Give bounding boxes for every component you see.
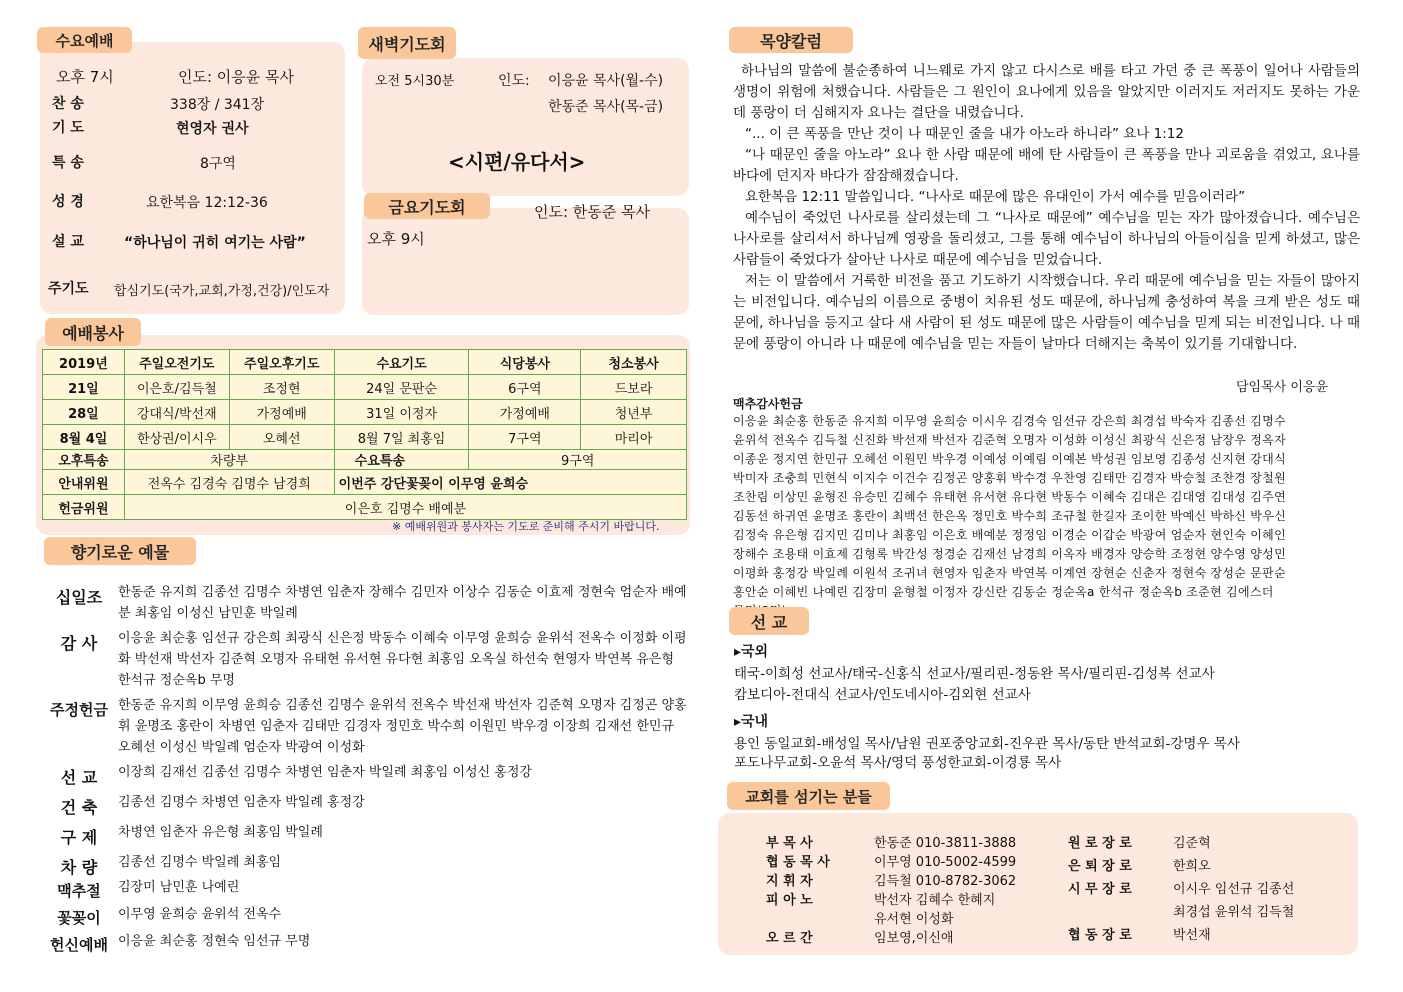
staff-role: 협 동 목 사 xyxy=(766,855,830,870)
table-row xyxy=(43,495,687,520)
table-cell: 가정예배 xyxy=(229,400,334,425)
column-paragraph: 저는 이 말씀에서 거룩한 비전을 품고 기도하기 시작했습니다. 우리 때문에 예수님을 믿는 자들이 많아지는 비전입니다. 예수님의 이름으로 중병이 치유된 성도 때문에, 하나님께 충성하여 복을 크게 받은 성도 때문에, 하나님을 등지고 살다 새 사람이 된 성도 때문에 많은 사람들이 예수님을 믿게 되는 비전입니다. 나 때문에 풍랑이 아니라 나 때문에 예수님을 믿는 자들이 날마다 더해지는 축복이 있기를 기대합니다. xyxy=(733,273,1360,352)
mission-domestic-line: 포도나무교회-오윤석 목사/영덕 풍성한교회-이경룡 목사 xyxy=(734,755,1062,771)
harvest-line: 장해수 조용태 이효제 김형록 박간성 정경순 김재선 남경희 이옥자 배경자 양승학 조정현 양수영 양성민 xyxy=(733,547,1286,561)
staff-name: 한동준 010-3811-3888 xyxy=(874,836,1017,851)
dawn-title: 새벽기도회 xyxy=(358,27,456,59)
table-cell: 이은호/김득철 xyxy=(124,375,229,400)
friday-leader: 인도: 한동준 목사 xyxy=(534,203,651,221)
table-cell: 31일 이정자 xyxy=(334,400,469,425)
friday-panel xyxy=(362,208,689,315)
mission-domestic-label: ▸국내 xyxy=(734,714,769,730)
staff-name: 임보영,이신애 xyxy=(874,931,954,946)
offering-text-harvest: 김장미 남민훈 나예린 xyxy=(118,880,240,895)
wednesday-value-lords-prayer: 합심기도(국가,교회,가정,건강)/인도자 xyxy=(114,284,330,299)
staff-name: 박선재 xyxy=(1173,928,1211,943)
wednesday-value-scripture: 요한복음 12:12-36 xyxy=(146,195,268,211)
table-row xyxy=(43,425,687,450)
offering-label-dedication: 헌신예배 xyxy=(50,936,108,954)
wednesday-leader: 인도: 이응윤 목사 xyxy=(178,68,295,86)
special-wed-value: 9구역 xyxy=(469,450,687,470)
offering-text-weekly: 한동준 유지희 이무영 윤희승 김종선 김명수 윤위석 전옥수 박선재 박선자 김준혁 오명자 김정곤 양홍휘 윤명조 홍란이 차병연 임춘자 김태만 김경자 정민호 박수희 이원민 박우경 이장희 김재선 한민규 오혜선 이성신 박일례 엄순자 박광여 이성화 xyxy=(118,698,687,755)
wednesday-value-hymn: 338장 / 341장 xyxy=(170,97,265,113)
service-header: 식당봉사 xyxy=(469,350,581,375)
harvest-line: 박미자 조충희 민현식 이지수 이건수 김정곤 양홍휘 박수경 우찬영 김태만 김경자 박승철 조찬경 장철원 xyxy=(733,471,1286,485)
staff-right xyxy=(1068,832,1353,947)
staff-name: 유서현 이성화 xyxy=(874,912,954,927)
mission-abroad-line: 캄보디아-전대식 선교사/인도네시아-김외현 선교사 xyxy=(734,687,1031,703)
table-row xyxy=(43,450,687,470)
offering-label-tithe: 십일조 xyxy=(55,588,103,607)
mission-abroad-label: ▸국외 xyxy=(734,644,769,660)
column-paragraph: 요한복음 12:11 말씀입니다. “나사로 때문에 많은 유대인이 가서 예수를 믿음이러라” xyxy=(745,189,1246,205)
offering-label-thanks: 감 사 xyxy=(60,634,98,653)
staff-role xyxy=(766,908,874,927)
staff-name: 최경섭 윤위석 김득철 xyxy=(1173,905,1295,920)
table-cell: 한상권/이시우 xyxy=(124,425,229,450)
harvest-line: 이응윤 최순홍 한동준 유지희 이무영 윤희승 이시우 김경숙 임선규 강은희 최경섭 박숙자 김종선 김명수 xyxy=(733,414,1286,428)
column-paragraph: “나 때문인 줄을 아노라” 요나 한 사람 때문에 배에 탄 사람들이 큰 폭풍을 만나 괴로움을 겪었고, 요나를 바다에 던지자 바다가 잠잠해졌습니다. xyxy=(733,147,1360,184)
staff-row xyxy=(766,927,1066,946)
offering-label-mission: 선 교 xyxy=(60,768,98,787)
wednesday-value-sermon: “하나님이 귀히 여기는 사람” xyxy=(124,235,306,251)
column-body xyxy=(733,61,1360,355)
staff-name: 이무영 010-5002-4599 xyxy=(874,855,1017,870)
service-title: 예배봉사 xyxy=(45,318,141,346)
table-cell: 마리아 xyxy=(581,425,687,450)
offering-text-dedication: 이응윤 최순홍 정현숙 임선규 무명 xyxy=(118,934,311,949)
offerings-title: 향기로운 예물 xyxy=(44,537,196,565)
service-note: ※ 예배위원과 봉사자는 기도로 준비해 주시기 바랍니다. xyxy=(392,520,660,533)
wednesday-label-hymn: 찬 송 xyxy=(52,96,84,112)
service-header: 주일오전기도 xyxy=(124,350,229,375)
table-row xyxy=(43,400,687,425)
harvest-line: 김동선 하귀연 윤명조 홍란이 최백선 한은옥 정민호 박수희 조규철 한길자 조이한 박예신 박하신 박우신 xyxy=(733,509,1286,523)
staff-row xyxy=(766,832,1066,851)
staff-row xyxy=(766,870,1066,889)
staff-role xyxy=(1068,901,1173,924)
offering-text-vehicle: 김종선 김명수 박일례 최홍임 xyxy=(118,855,282,870)
mission-domestic-line: 용인 동일교회-배성일 목사/남원 권포중앙교회-진우관 목사/동탄 반석교회-강명우 목사 xyxy=(734,736,1240,752)
staff-row xyxy=(766,908,1066,927)
harvest-line: 이종운 정지연 한민규 오혜선 이원민 박우경 이예성 이예림 이예본 박성권 임보영 김종성 신지현 강대식 xyxy=(733,452,1286,466)
flower-value: 이무영 윤희승 xyxy=(448,476,529,492)
staff-name: 김득철 010-8782-3062 xyxy=(874,874,1017,889)
staff-role: 은 퇴 장 로 xyxy=(1068,859,1132,874)
offering-label-harvest: 맥추절 xyxy=(57,882,101,900)
staff-row xyxy=(1068,878,1353,901)
table-cell: 강대식/박선재 xyxy=(124,400,229,425)
offering-text-tithe: 한동준 유지희 김종선 김명수 차병연 임춘자 장해수 김민자 이상수 김동순 이효제 정현숙 엄순자 배예분 최홍임 이성신 남민훈 박일례 xyxy=(118,585,687,621)
offering-label-building: 건 축 xyxy=(60,798,98,817)
offering-text-flowers: 이무영 윤희승 윤위석 전옥수 xyxy=(118,907,282,922)
offering-label-flowers: 꽃꽂이 xyxy=(57,909,101,927)
staff-role: 원 로 장 로 xyxy=(1068,836,1132,851)
dawn-time: 오전 5시30분 xyxy=(375,74,455,89)
usher-label: 안내위원 xyxy=(43,470,125,495)
wednesday-label-prayer: 기 도 xyxy=(52,120,84,136)
wednesday-label-special: 특 송 xyxy=(52,155,84,171)
usher-value: 전옥수 김경숙 김명수 남경희 xyxy=(124,470,334,495)
table-cell: 21일 xyxy=(43,375,125,400)
staff-row xyxy=(1068,901,1353,924)
harvest-line: 홍안순 이혜빈 나예린 김장미 윤형철 이정자 강신란 김동순 정순옥a 한석규 정순옥b 조준현 김에스더 xyxy=(733,585,1274,599)
harvest-line: 김정숙 유은형 김지민 김미나 최홍임 이은호 배예분 정정임 이경순 이갑순 박광여 엄순자 현인숙 이혜인 xyxy=(733,528,1286,542)
wednesday-label-sermon: 설 교 xyxy=(52,234,84,250)
harvest-title: 맥추감사헌금 xyxy=(733,397,803,411)
dawn-book: <시편/유다서> xyxy=(448,150,586,174)
dawn-leader-label: 인도: xyxy=(498,73,530,89)
wednesday-time: 오후 7시 xyxy=(56,68,114,86)
offering-label-vehicle: 차 량 xyxy=(60,858,98,877)
staff-row xyxy=(766,889,1066,908)
friday-title: 금요기도회 xyxy=(364,193,490,219)
wednesday-title: 수요예배 xyxy=(37,27,132,53)
wednesday-label-lords-prayer: 주기도 xyxy=(48,281,89,297)
wednesday-value-prayer: 현영자 권사 xyxy=(176,121,249,137)
service-table xyxy=(42,349,687,520)
staff-name: 이시우 임선규 김종선 xyxy=(1173,882,1295,897)
staff-title: 교회를 섬기는 분들 xyxy=(727,782,890,810)
offering-text-relief: 차병연 임춘자 유은형 최홍임 박일례 xyxy=(118,825,323,840)
table-cell: 8월 7일 최홍임 xyxy=(334,425,469,450)
service-header-row xyxy=(43,350,687,375)
offering-committee-label: 헌금위원 xyxy=(43,495,125,520)
staff-name: 김준혁 xyxy=(1173,836,1211,851)
staff-role: 부 목 사 xyxy=(766,836,813,851)
offering-label-relief: 구 제 xyxy=(60,828,98,847)
harvest-line xyxy=(733,602,1363,621)
staff-left xyxy=(766,832,1066,946)
dawn-leader-1: 이응윤 목사(월-수) xyxy=(548,73,664,89)
table-cell: 24일 문판순 xyxy=(334,375,469,400)
wednesday-label-scripture: 성 경 xyxy=(52,194,84,210)
column-paragraph: 하나님의 말씀에 불순종하여 니느웨로 가지 않고 다시스로 배를 타고 가던 중 큰 폭풍이 일어나 사람들의 생명이 위험에 처했습니다. 사람들은 그 원인이 요나에게 있음을 알았지만 이러지도 저러지도 못하는 가운데 풍랑이 더 심해지자 요나는 결단을 내렸습니다. xyxy=(733,63,1360,121)
table-row xyxy=(43,375,687,400)
staff-name: 한희오 xyxy=(1173,859,1211,874)
offering-label-weekly: 주정헌금 xyxy=(50,701,108,719)
table-cell: 청년부 xyxy=(581,400,687,425)
table-cell: 조정현 xyxy=(229,375,334,400)
column-paragraph: “... 이 큰 폭풍을 만난 것이 나 때문인 줄을 내가 아노라 하니라” 요나 1:12 xyxy=(745,126,1184,142)
column-signature: 담임목사 이응윤 xyxy=(1236,380,1329,395)
table-cell: 8월 4일 xyxy=(43,425,125,450)
table-cell: 가정예배 xyxy=(469,400,581,425)
special-wed-label: 수요특송 xyxy=(334,450,469,470)
flower-cell xyxy=(334,470,686,495)
service-header: 2019년 xyxy=(43,350,125,375)
flower-label: 이번주 강단꽃꽂이 xyxy=(338,476,444,492)
staff-row xyxy=(766,851,1066,870)
table-cell: 오혜선 xyxy=(229,425,334,450)
staff-role: 지 휘 자 xyxy=(766,874,813,889)
staff-name: 박선자 김혜수 한혜지 xyxy=(874,893,996,908)
staff-row xyxy=(1068,855,1353,878)
mission-abroad-line: 태국-이희성 선교사/태국-신홍식 선교사/필리핀-정동완 목사/필리핀-김성복 선교사 xyxy=(734,666,1215,682)
harvest-line: 윤위석 전옥수 김득철 신진화 박선재 박선자 김준혁 오명자 이성화 이성신 최광식 신은정 남장우 정옥자 xyxy=(733,433,1286,447)
harvest-line: 이평화 홍정강 박일례 이원석 조귀녀 현영자 임춘자 박연복 이계연 장현순 신춘자 정현숙 장성순 문판순 xyxy=(733,566,1286,580)
dawn-leader-2: 한동준 목사(목-금) xyxy=(548,99,664,115)
table-cell: 7구역 xyxy=(469,425,581,450)
harvest-line: 조찬림 이상민 윤형진 유승민 김혜수 유태현 유서현 유다현 박동수 이혜숙 김대은 김대영 김대성 김주연 xyxy=(733,490,1286,504)
harvest-names xyxy=(733,412,1363,621)
offering-text-thanks: 이응윤 최순홍 임선규 강은희 최광식 신은정 박동수 이혜숙 이무영 윤희승 윤위석 전옥수 이정화 이평화 박선재 박선자 김준혁 오명자 유태현 유서현 유다현 최홍임 오옥실 하선숙 현영자 박연복 유은형 한석규 정순옥b 무명 xyxy=(118,631,687,688)
staff-role: 피 아 노 xyxy=(766,893,813,908)
service-header: 수요기도 xyxy=(334,350,469,375)
special-pm-label: 오후특송 xyxy=(43,450,125,470)
staff-role: 협 동 장 로 xyxy=(1068,928,1132,943)
column-title: 목양칼럼 xyxy=(729,27,853,53)
table-row xyxy=(43,470,687,495)
staff-role: 시 무 장 로 xyxy=(1068,882,1132,897)
offering-committee-value: 이은호 김명수 배예분 xyxy=(124,495,686,520)
column-paragraph: 예수님이 죽었던 나사로를 살리셨는데 그 “나사로 때문에” 예수님을 믿는 자가 많아졌습니다. 예수님은 나사로를 살리셔서 하나님께 영광을 돌리셨고, 그를 통해 예수님이 하나님의 아들이심을 믿게 하셨고, 많은 사람들이 죽었다가 살아난 나사로 때문에 예수님을 믿었습니다. xyxy=(733,210,1360,268)
offering-text-mission: 이장희 김재선 김종선 김명수 차병연 임춘자 박일례 최홍임 이성신 홍정강 xyxy=(118,765,532,780)
table-cell: 드보라 xyxy=(581,375,687,400)
table-cell: 6구역 xyxy=(469,375,581,400)
table-cell: 28일 xyxy=(43,400,125,425)
special-pm-value: 차량부 xyxy=(124,450,334,470)
service-header: 청소봉사 xyxy=(581,350,687,375)
staff-row xyxy=(1068,924,1353,947)
wednesday-value-special: 8구역 xyxy=(200,156,236,172)
offering-text-building: 김종선 김명수 차병연 임춘자 박일례 홍정강 xyxy=(118,795,365,810)
staff-row xyxy=(1068,832,1353,855)
staff-role: 오 르 간 xyxy=(766,931,813,946)
friday-time: 오후 9시 xyxy=(367,230,425,248)
service-header: 주일오후기도 xyxy=(229,350,334,375)
mission-title: 선 교 xyxy=(729,607,809,635)
